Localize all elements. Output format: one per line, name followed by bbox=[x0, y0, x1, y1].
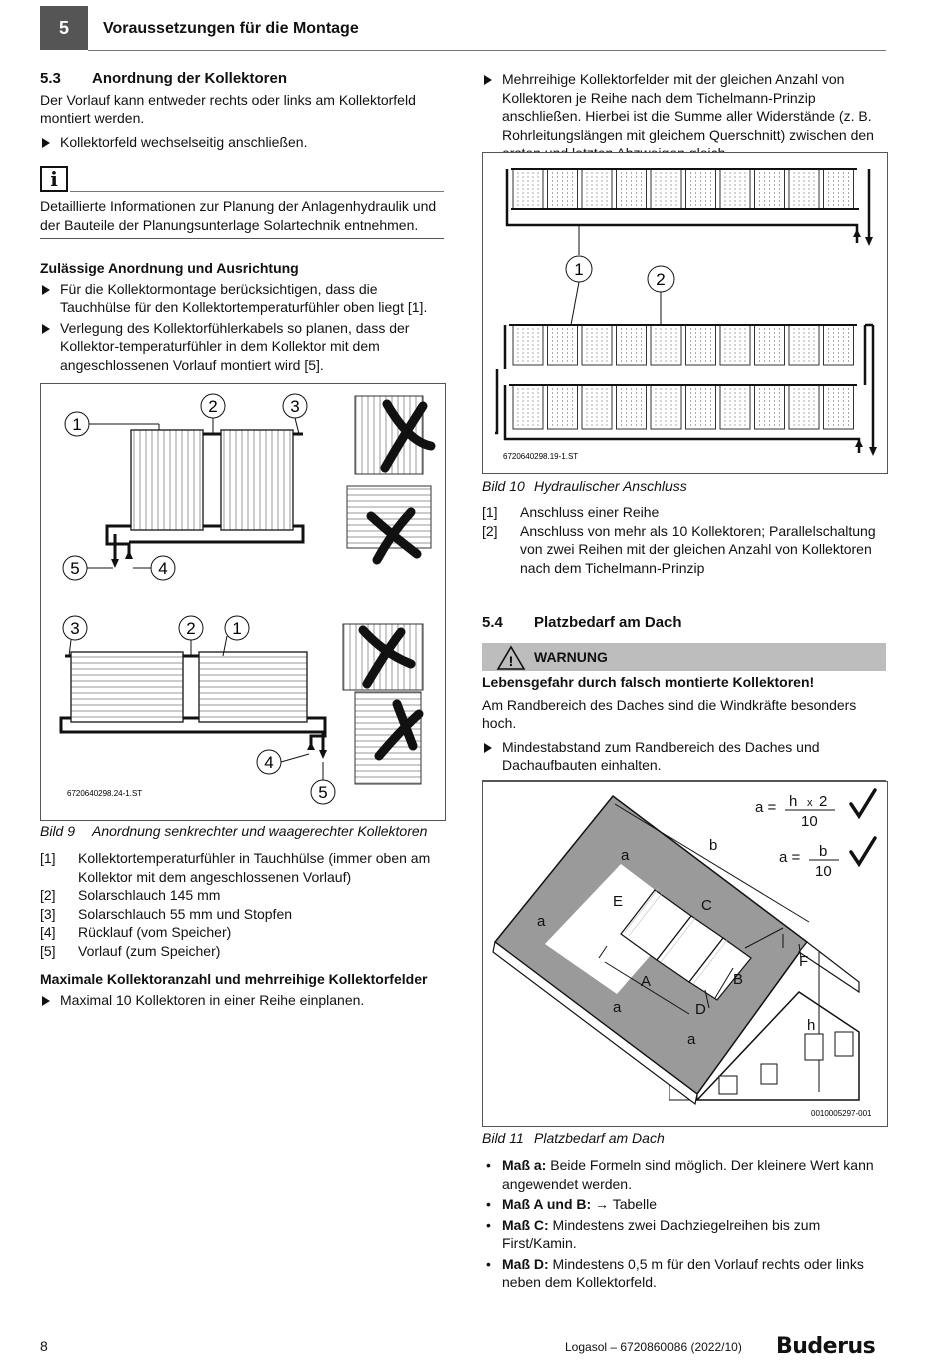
section-5-4 bbox=[482, 614, 886, 633]
collector-panel bbox=[651, 385, 681, 429]
bullet-item: Für die Kollektormontage berücksichtigen, dass die Tauchhülse für den Kollektortemperaturfühler oben liegt [1]. bbox=[40, 280, 444, 317]
svg-text:C: C bbox=[701, 897, 712, 914]
collector-panel bbox=[617, 385, 647, 429]
info-text: Detaillierte Informationen zur Planung der Anlagenhydraulik und der Bauteile der Planungsunterlage Solartechnik entnehmen. bbox=[40, 198, 437, 233]
svg-text:!: ! bbox=[508, 653, 514, 669]
svg-text:5: 5 bbox=[318, 783, 328, 802]
svg-text:a =: a = bbox=[755, 799, 777, 816]
label-4-bottom bbox=[257, 750, 281, 774]
warning-content bbox=[482, 673, 886, 781]
note-item: • Maß A und B: → Tabelle bbox=[486, 1196, 658, 1212]
figure-code: 0010005297-001 bbox=[811, 1109, 872, 1118]
note-item: • Maß a: Beide Formeln sind möglich. Der kleinere Wert kann angewendet werden. bbox=[486, 1157, 874, 1192]
svg-text:4: 4 bbox=[158, 559, 168, 578]
svg-text:b: b bbox=[819, 843, 828, 860]
bullet-item: Mehrreihige Kollektorfelder mit der gleichen Anzahl von Kollektoren je Reihe nach dem Tichelmann-Prinzip anschließen. Hierbei ist die Summe aller Widerstände (z. B. Rohrleitungslängen mit gleichem Querschnitt) zwischen den bbox=[482, 70, 886, 163]
svg-text:10: 10 bbox=[801, 813, 818, 830]
figure-code: 6720640298.24-1.ST bbox=[67, 789, 143, 798]
figure-9-caption: Bild 9 Anordnung senkrechter und waagerechter Kollektoren bbox=[40, 823, 428, 839]
collector-panel bbox=[755, 385, 785, 429]
label-1-top bbox=[65, 412, 89, 436]
figure-11-notes bbox=[482, 1156, 886, 1292]
legend-item: [1] Kollektortemperaturfühler in Tauchhülse (immer oben am Kollektor mit dem angeschlossenen Vorlauf) bbox=[40, 850, 431, 885]
header-rule bbox=[88, 50, 886, 51]
svg-text:a: a bbox=[621, 847, 630, 864]
collector-panel bbox=[686, 385, 716, 429]
collector-panel bbox=[720, 385, 750, 429]
figure-11-caption: Bild 11 Platzbedarf am Dach bbox=[482, 1130, 665, 1146]
document-reference: Logasol – 6720860086 (2022/10) bbox=[565, 1340, 742, 1354]
svg-text:A: A bbox=[641, 973, 652, 990]
svg-text:a =: a = bbox=[779, 849, 801, 866]
collector-panel bbox=[582, 385, 612, 429]
figure-11 bbox=[482, 781, 888, 1127]
svg-text:h: h bbox=[807, 1017, 816, 1034]
label-2 bbox=[648, 266, 674, 292]
svg-text:F: F bbox=[799, 953, 809, 970]
label-2-top bbox=[201, 394, 225, 418]
chapter-title: Voraussetzungen für die Montage bbox=[103, 20, 359, 37]
figure-10-caption: Bild 10 Hydraulischer Anschluss bbox=[482, 478, 687, 494]
figure-9-legend bbox=[40, 849, 444, 960]
legend-item: [1] Anschluss einer Reihe bbox=[482, 504, 660, 520]
bullet-item: Maximal 10 Kollektoren in einer Reihe einplanen. bbox=[40, 991, 444, 1010]
collector-panel bbox=[789, 385, 819, 429]
subheading: Zulässige Anordnung und Ausrichtung bbox=[40, 260, 299, 276]
section-5-3 bbox=[40, 70, 444, 151]
roof-clearance-diagram bbox=[483, 782, 887, 1126]
tichelmann-bullet bbox=[482, 70, 886, 163]
section-heading: 5.4 Platzbedarf am Dach bbox=[482, 614, 682, 631]
label-5-top bbox=[63, 556, 87, 580]
label-3-top bbox=[283, 394, 307, 418]
legend-item: [3] Solarschlauch 55 mm und Stopfen bbox=[40, 905, 293, 922]
info-icon: i bbox=[40, 166, 68, 192]
svg-text:E: E bbox=[613, 893, 624, 910]
legend-item: [2] Anschluss von mehr als 10 Kollektoren; Parallelschaltung von zwei Reihen mit der gleichen Anzahl von Kollektoren nach dem Tichelmann-Prinzip bbox=[482, 522, 876, 576]
svg-text:3: 3 bbox=[290, 397, 300, 416]
svg-text:1: 1 bbox=[232, 619, 242, 638]
bullet-item: Mindestabstand zum Randbereich des Daches und Dachaufbauten einhalten. bbox=[482, 738, 886, 775]
bullet-item: Kollektorfeld wechselseitig anschließen. bbox=[40, 133, 444, 152]
warning-triangle-icon bbox=[496, 645, 526, 671]
collector-panel bbox=[513, 385, 543, 429]
label-4-top bbox=[151, 556, 175, 580]
chapter-number-box: 5 bbox=[40, 6, 88, 50]
svg-text:10: 10 bbox=[815, 863, 832, 880]
svg-text:B: B bbox=[733, 971, 744, 988]
svg-text:2: 2 bbox=[186, 619, 196, 638]
svg-text:5: 5 bbox=[70, 559, 80, 578]
legend-item: [2] Solarschlauch 145 mm bbox=[40, 887, 221, 903]
collector-panel bbox=[824, 385, 854, 429]
label-1 bbox=[566, 256, 592, 282]
svg-text:2: 2 bbox=[819, 793, 828, 810]
svg-text:a: a bbox=[687, 1031, 696, 1048]
intro-text: Der Vorlauf kann entweder rechts oder links am Kollektorfeld montiert werden. bbox=[40, 91, 416, 126]
max-collectors-section bbox=[40, 970, 444, 1009]
figure-10 bbox=[482, 152, 888, 474]
page-number: 8 bbox=[40, 1338, 48, 1354]
note-item: • Maß C: Mindestens zwei Dachziegelreihen bis zum First/Kamin. bbox=[486, 1216, 821, 1251]
svg-text:2: 2 bbox=[656, 270, 666, 289]
bullet-item: Verlegung des Kollektorfühlerkabels so planen, dass der Kollektor-temperaturfühler in dem Kollektor mit dem angeschlossenen Vorlauf montiert wird [5]. bbox=[40, 319, 444, 375]
note-item: • Maß D: Mindestens 0,5 m für den Vorlauf rechts oder links neben dem Kollektorfeld. bbox=[486, 1255, 864, 1290]
section-heading: 5.3 Anordnung der Kollektoren bbox=[40, 70, 287, 87]
svg-text:1: 1 bbox=[574, 260, 584, 279]
label-5-bottom bbox=[311, 780, 335, 804]
legend-item: [5] Vorlauf (zum Speicher) bbox=[40, 942, 221, 959]
collector-panel bbox=[548, 385, 578, 429]
label-2-bottom bbox=[179, 616, 203, 640]
svg-text:b: b bbox=[709, 837, 718, 854]
warning-title: Lebensgefahr durch falsch montierte Kollektoren! bbox=[482, 674, 815, 690]
svg-text:a: a bbox=[613, 999, 622, 1016]
collector-arrangement-diagram bbox=[41, 384, 445, 820]
legend-item: [4] Rücklauf (vom Speicher) bbox=[40, 924, 232, 940]
svg-text:h: h bbox=[789, 793, 798, 810]
svg-text:2: 2 bbox=[208, 397, 218, 416]
figure-9 bbox=[40, 383, 446, 821]
svg-text:3: 3 bbox=[70, 619, 80, 638]
svg-text:x: x bbox=[807, 797, 813, 809]
svg-text:D: D bbox=[695, 1001, 706, 1018]
svg-text:4: 4 bbox=[264, 753, 274, 772]
svg-text:a: a bbox=[537, 913, 546, 930]
svg-text:1: 1 bbox=[72, 415, 82, 434]
warning-label: WARNUNG bbox=[534, 649, 608, 665]
label-3-bottom bbox=[63, 616, 87, 640]
arrangement-section bbox=[40, 259, 444, 374]
hydraulic-connection-diagram bbox=[483, 153, 887, 473]
subheading: Maximale Kollektoranzahl und mehrreihige Kollektorfelder bbox=[40, 971, 428, 987]
figure-code: 6720640298.19-1.ST bbox=[503, 452, 579, 461]
warning-text: Am Randbereich des Daches sind die Windkräfte besonders hoch. bbox=[482, 696, 857, 731]
label-1-bottom bbox=[225, 616, 249, 640]
figure-10-legend bbox=[482, 503, 886, 577]
warning-bar bbox=[482, 643, 886, 671]
buderus-logo: Buderus bbox=[776, 1334, 876, 1359]
